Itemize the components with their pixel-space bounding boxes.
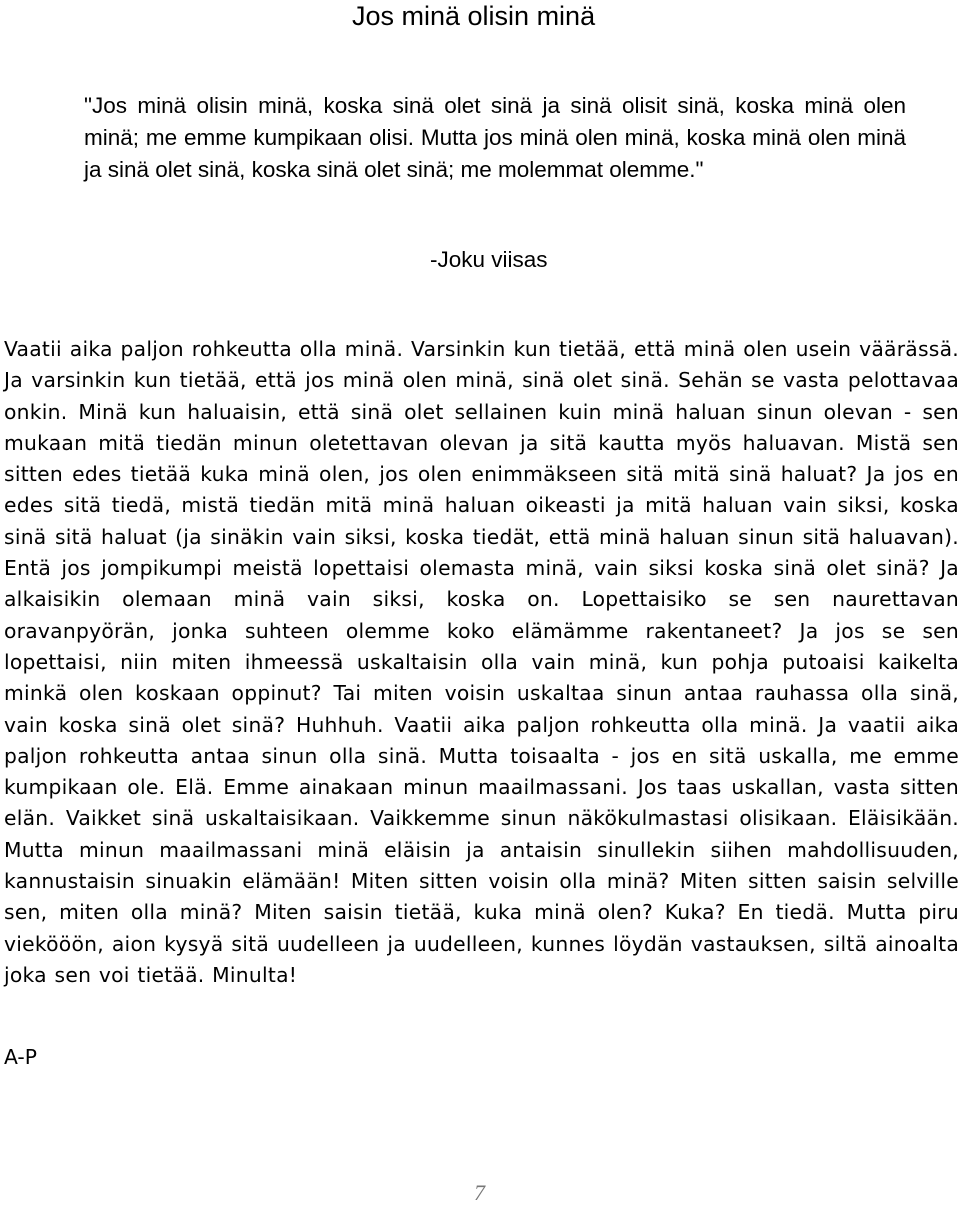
- author-signature: A-P: [4, 1045, 37, 1069]
- page-number: 7: [474, 1180, 485, 1205]
- opening-quote: "Jos minä olisin minä, koska sinä olet sinä ja sinä olisit sinä, koska minä olen minä; me emme kumpikaan olisi. Mutta jos minä olen minä, koska minä olen minä ja sinä olet sinä, koska sinä olet sinä; me molemmat olemme.": [84, 93, 906, 182]
- body-paragraph: Vaatii aika paljon rohkeutta olla minä. Varsinkin kun tietää, että minä olen usein väärässä. Ja varsinkin kun tietää, että jos minä olen minä, sinä olet sinä. Sehän se vasta pelottavaa onkin. Minä kun haluaisin, että sinä olet sellainen kuin minä haluan sinun olevan - sen mukaan mitä tiedän minun oletettavan olevan ja sitä kautta myös haluavan. Mistä sen sitten edes tietää kuka minä olen, jos olen enimmäkseen sitä mitä sinä haluat? Ja jos en edes sitä tiedä, mistä tiedän mitä minä haluan oikeasti ja mitä haluan vain siksi, koska sinä sitä haluat (ja sinäkin vain siksi, koska tiedät, että minä haluan sinun sitä haluavan). Entä jos jompikumpi meistä lopettaisi olemasta minä, vain siksi koska sinä olet sinä? Ja alkaisikin olemaan minä vain siksi, koska on. Lopettaisiko se sen naurettavan oravanpyörän, jonka suhteen olemme koko elämämme rakentaneet? Ja jos se sen lopettaisi, niin miten ihmeessä uskaltaisin olla vain minä, kun pohja putoaisi kaikelta minkä olen koskaan oppinut? Tai miten voisin uskaltaa sinun antaa rauhassa olla sinä, vain koska sinä olet sinä? Huhhuh. Vaatii aika paljon rohkeutta olla minä. Ja vaatii aika paljon rohkeutta antaa sinun olla sinä. Mutta toisaalta - jos en sitä uskalla, me emme kumpikaan ole. Elä. Emme ainakaan minun maailmassani. Jos taas uskallan, vasta sitten elän. Vaikket sinä uskaltaisikaan. Vaikkemme sinun näkökulmastasi olisikaan. Eläisikään. Mutta minun maailmassani minä eläisin ja antaisin sinullekin siihen mahdollisuuden, kannustaisin sinuakin elämään! Miten sitten voisin olla minä? Miten sitten saisin selville sen, miten olla minä? Miten saisin tietää, kuka minä olen? Kuka? En tiedä. Mutta piru viekööön, aion kysyä sitä uudelleen ja uudelleen, kunnes löydän vastauksen, siltä ainoalta joka sen voi tietää. Minulta!: [4, 337, 959, 987]
- quote-attribution: -Joku viisas: [430, 247, 548, 272]
- document-title: Jos minä olisin minä: [352, 1, 596, 31]
